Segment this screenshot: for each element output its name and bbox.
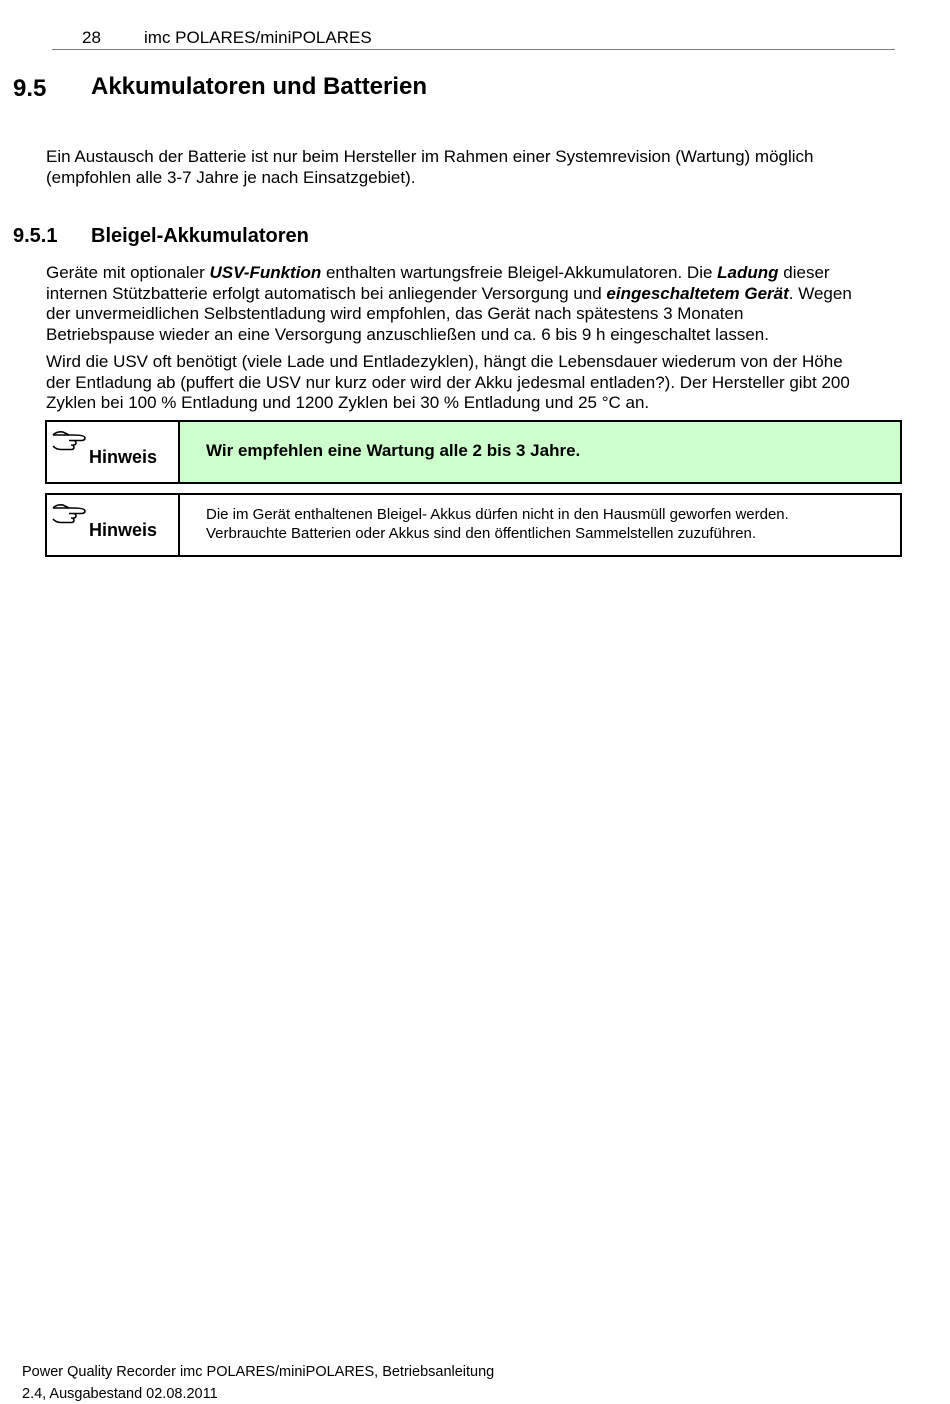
paragraph-line: Geräte mit optionaler USV-Funktion enthalten wartungsfreie Bleigel-Akkumulatoren. Die Ladung dieser	[46, 263, 830, 282]
footer-edition: 2.4, Ausgabestand 02.08.2011	[22, 1386, 218, 1402]
note-body	[180, 495, 900, 555]
note-label-cell	[47, 422, 180, 482]
note-body	[180, 422, 900, 482]
note-label: Hinweis	[89, 520, 158, 540]
note-text-line: Die im Gerät enthaltenen Bleigel- Akkus dürfen nicht in den Hausmüll geworfen werden.	[206, 506, 789, 523]
section-title: Akkumulatoren und Batterien	[91, 73, 428, 100]
note-label-cell	[47, 495, 180, 555]
page-header	[52, 27, 895, 50]
paragraph-line: der unvermeidlichen Selbstentladung wird empfohlen, das Gerät nach spätestens 3 Monaten	[46, 304, 744, 323]
subsection-title: Bleigel-Akkumulatoren	[91, 225, 309, 247]
header-title: imc POLARES/miniPOLARES	[144, 28, 372, 47]
footer-title: Power Quality Recorder imc POLARES/miniPOLARES, Betriebsanleitung	[22, 1364, 495, 1380]
paragraph-lebensdauer	[46, 352, 906, 414]
section-number: 9.5	[13, 75, 47, 102]
note-text: Wir empfehlen eine Wartung alle 2 bis 3 Jahre.	[206, 441, 581, 460]
paragraph-line: der Entladung ab (puffert die USV nur kurz oder wird der Akku jedesmal entladen?). Der Hersteller gibt 200	[46, 372, 850, 392]
pointing-hand-icon	[51, 501, 89, 525]
emphasis-ladung: Ladung	[717, 263, 779, 282]
note-box-maintenance	[45, 420, 902, 484]
intro-line: Ein Austausch der Batterie ist nur beim Hersteller im Rahmen einer Systemrevision (Wartung) möglich	[46, 147, 814, 166]
note-box-disposal	[45, 493, 902, 557]
emphasis-eingeschaltetem-geraet: eingeschaltetem Gerät	[606, 283, 789, 303]
page-number: 28	[82, 28, 101, 47]
paragraph-line: Wird die USV oft benötigt (viele Lade und Entladezyklen), hängt die Lebensdauer wiederum von der Höhe	[46, 352, 843, 371]
note-text-line: Verbrauchte Batterien oder Akkus sind den öffentlichen Sammelstellen zuzuführen.	[206, 524, 757, 542]
note-text	[206, 506, 789, 543]
paragraph-line: Zyklen bei 100 % Entladung und 1200 Zyklen bei 30 % Entladung und 25 °C an.	[46, 393, 650, 412]
paragraph-line: Betriebspause wieder an eine Versorgung anzuschließen und ca. 6 bis 9 h eingeschaltet lassen.	[46, 324, 769, 344]
paragraph-line: internen Stützbatterie erfolgt automatisch bei anliegender Versorgung und eingeschaltetem Gerät. Wegen	[46, 283, 852, 303]
paragraph-usv	[46, 263, 906, 345]
pointing-hand-icon	[51, 428, 89, 452]
subsection-number: 9.5.1	[13, 225, 58, 247]
intro-line: (empfohlen alle 3-7 Jahre je nach Einsatzgebiet).	[46, 167, 416, 187]
emphasis-usv-funktion: USV-Funktion	[209, 263, 322, 282]
intro-paragraph	[46, 147, 906, 188]
note-label: Hinweis	[89, 447, 158, 467]
